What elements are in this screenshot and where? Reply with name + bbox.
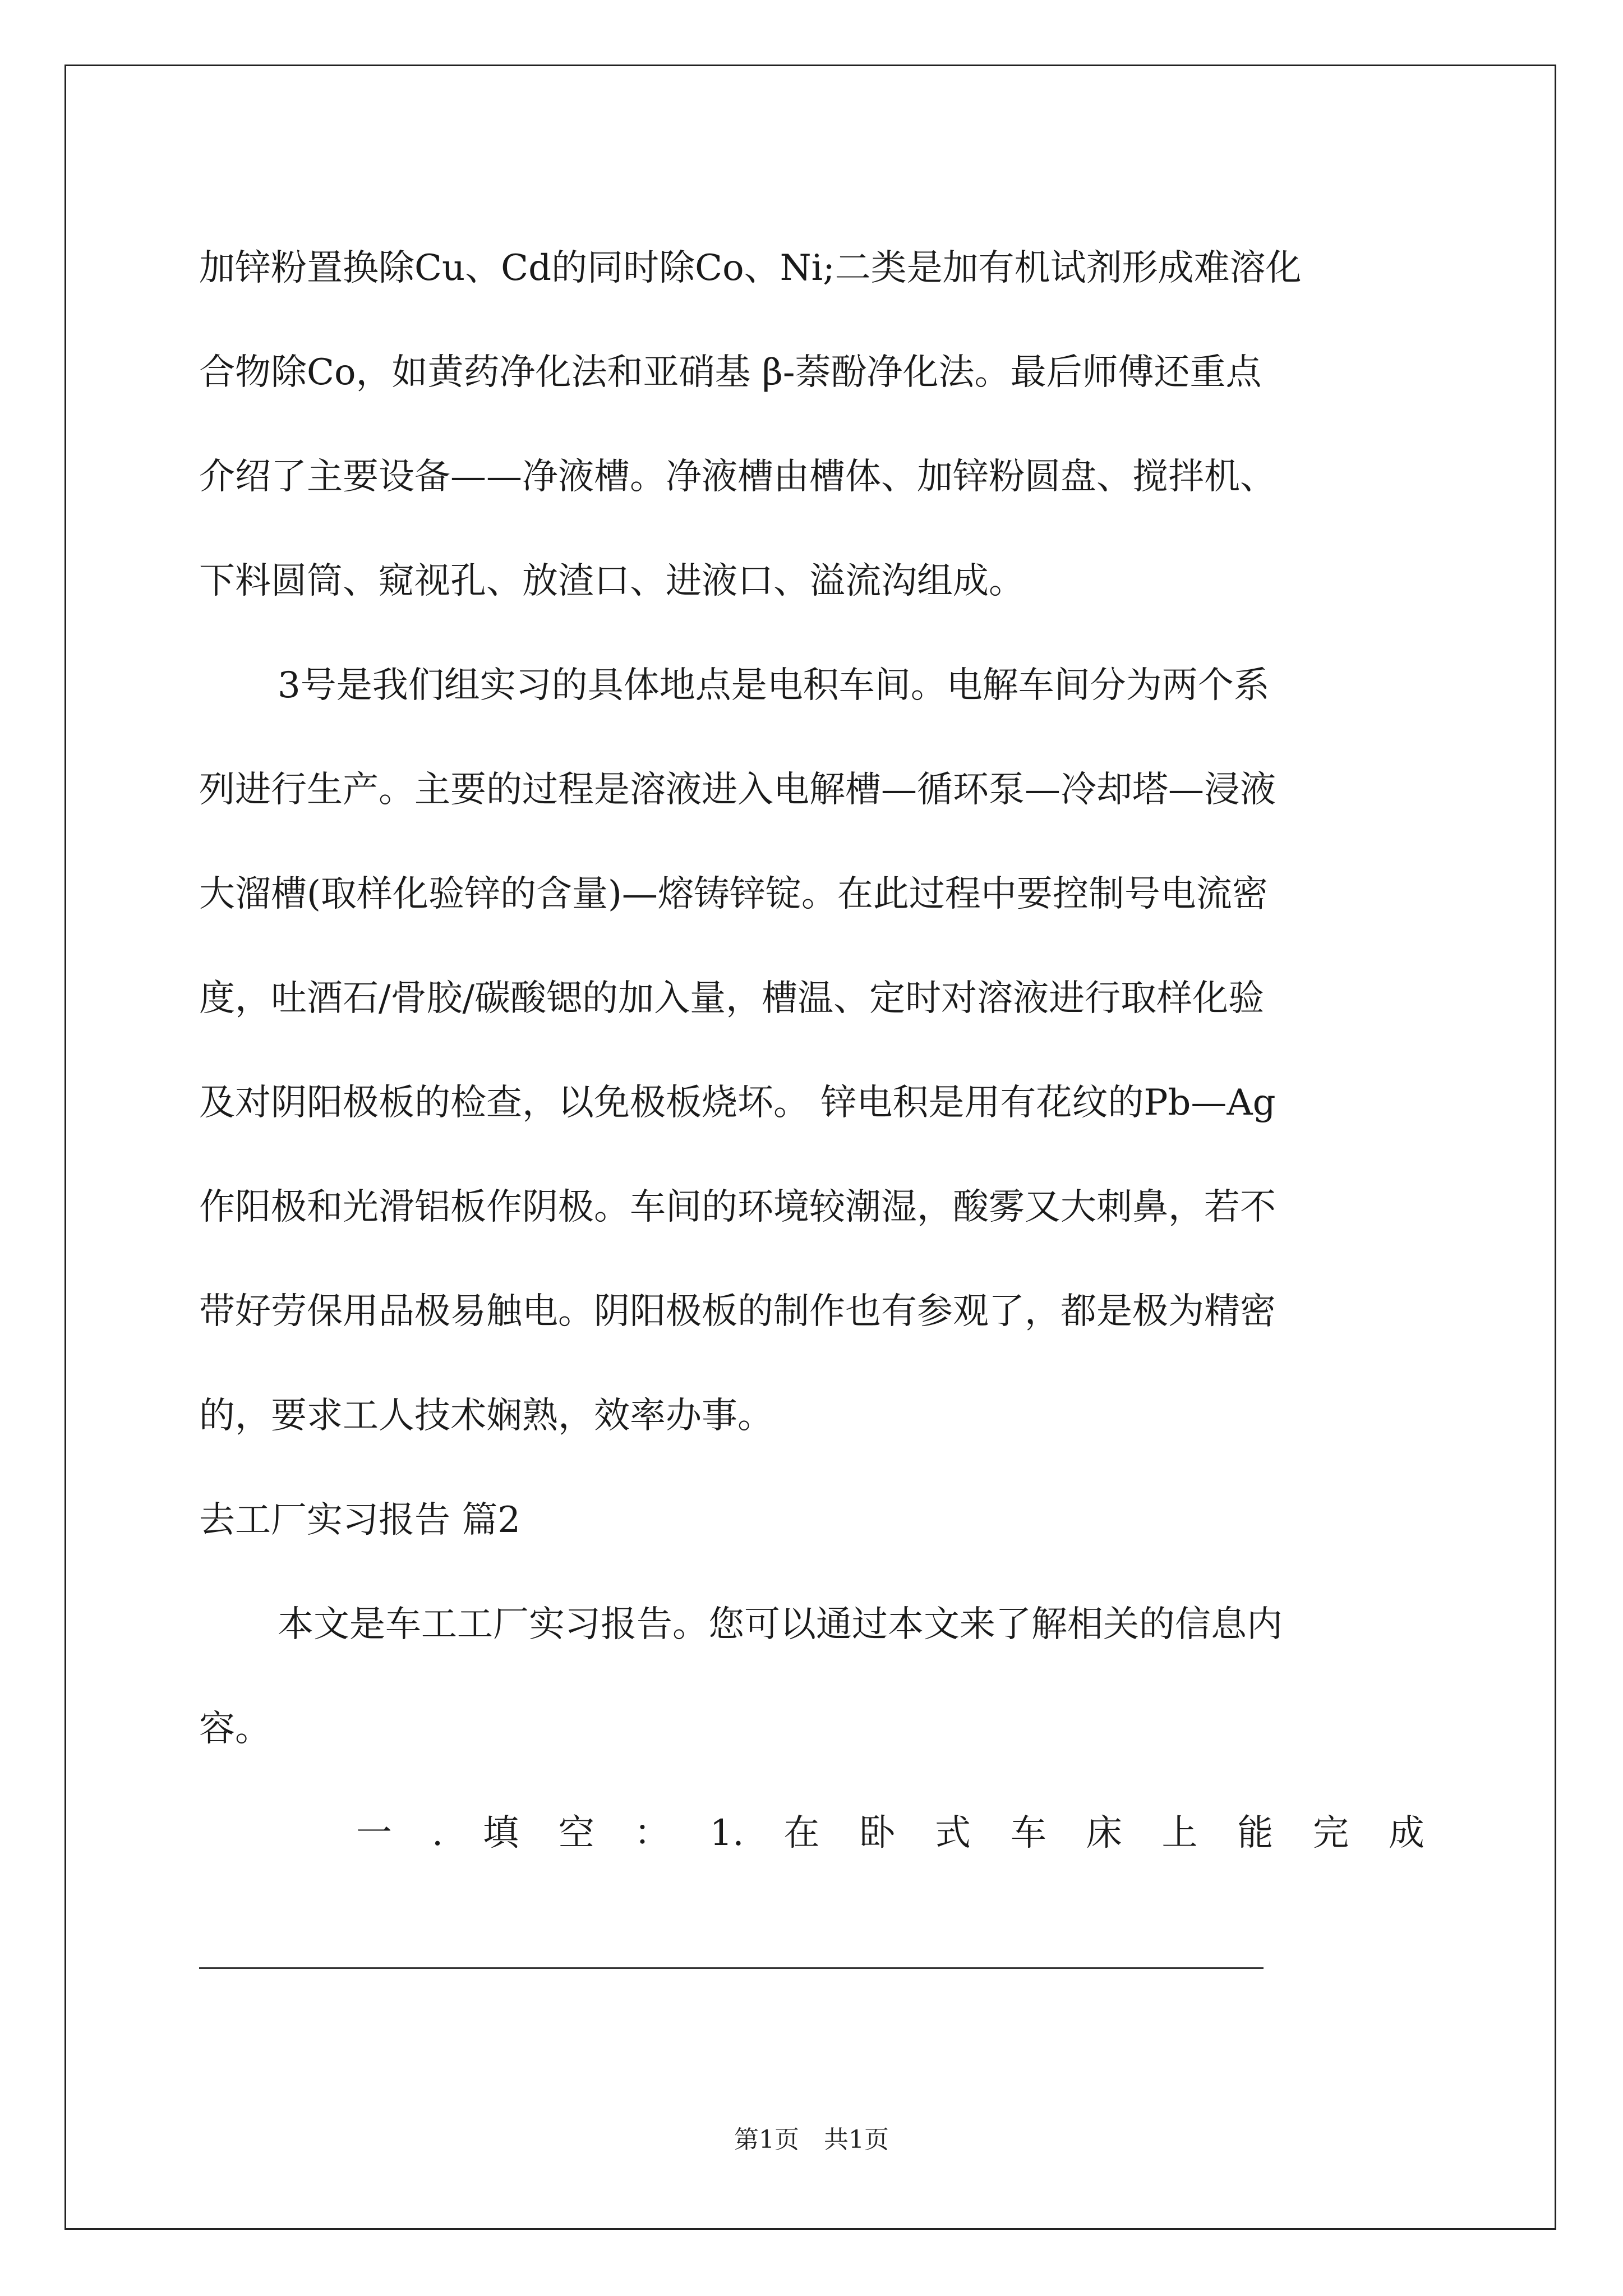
paragraph-line: 容。 xyxy=(199,1708,271,1750)
question-token: 1. xyxy=(709,1812,744,1854)
paragraph-line: 下料圆筒、窥视孔、放渣口、进液口、溢流沟组成。 xyxy=(199,560,1025,602)
paragraph-line: 大溜槽(取样化验锌的含量)—熔铸锌锭。在此过程中要控制号电流密 xyxy=(199,873,1268,915)
section-heading: 去工厂实习报告 篇2 xyxy=(199,1499,521,1541)
question-token: 卧 xyxy=(859,1812,896,1854)
question-token: . xyxy=(431,1812,444,1854)
paragraph-line: 带好劳保用品极易触电。阴阳极板的制作也有参观了，都是极为精密 xyxy=(199,1291,1276,1332)
question-token: 在 xyxy=(783,1812,820,1854)
question-token: 车 xyxy=(1010,1812,1046,1854)
question-token: 式 xyxy=(935,1812,971,1854)
answer-blank-line xyxy=(199,1967,1264,1969)
question-token: 一 xyxy=(356,1812,392,1854)
paragraph-line: 及对阴阳极板的检查，以免极板烧坏。 锌电积是用有花纹的Pb—Ag xyxy=(199,1082,1276,1124)
question-token: 上 xyxy=(1161,1812,1198,1854)
paragraph-line: 介绍了主要设备——净液槽。净液槽由槽体、加锌粉圆盘、搅拌机、 xyxy=(199,456,1276,498)
paragraph-line: 合物除Co，如黄药净化法和亚硝基 β-萘酚净化法。最后师傅还重点 xyxy=(199,352,1262,393)
paragraph-line: 加锌粉置换除Cu、Cd的同时除Co、Ni;二类是加有机试剂形成难溶化 xyxy=(199,247,1302,289)
fill-blank-question xyxy=(199,1781,1424,1885)
question-token: 完 xyxy=(1313,1812,1349,1854)
page-number: 第1页 共1页 xyxy=(734,2125,889,2154)
document-body xyxy=(199,216,1424,1885)
question-token: 成 xyxy=(1389,1812,1424,1854)
question-token: 空 xyxy=(558,1812,594,1854)
paragraph-line: 度，吐酒石/骨胶/碳酸锶的加入量，槽温、定时对溶液进行取样化验 xyxy=(199,978,1265,1019)
question-token: 床 xyxy=(1086,1812,1122,1854)
paragraph-line: 列进行生产。主要的过程是溶液进入电解槽—循环泵—冷却塔—浸液 xyxy=(199,769,1276,811)
paragraph-line: 的，要求工人技术娴熟，效率办事。 xyxy=(199,1395,773,1437)
paragraph-line: 本文是车工工厂实习报告。您可以通过本文来了解相关的信息内 xyxy=(278,1604,1283,1645)
question-token: 能 xyxy=(1237,1812,1274,1854)
question-token: 填 xyxy=(483,1812,519,1854)
paragraph-line: 作阳极和光滑铝板作阴极。车间的环境较潮湿，酸雾又大刺鼻，若不 xyxy=(199,1186,1276,1228)
question-token: ： xyxy=(634,1812,670,1854)
paragraph-line: 3号是我们组实习的具体地点是电积车间。电解车间分为两个系 xyxy=(278,665,1270,706)
